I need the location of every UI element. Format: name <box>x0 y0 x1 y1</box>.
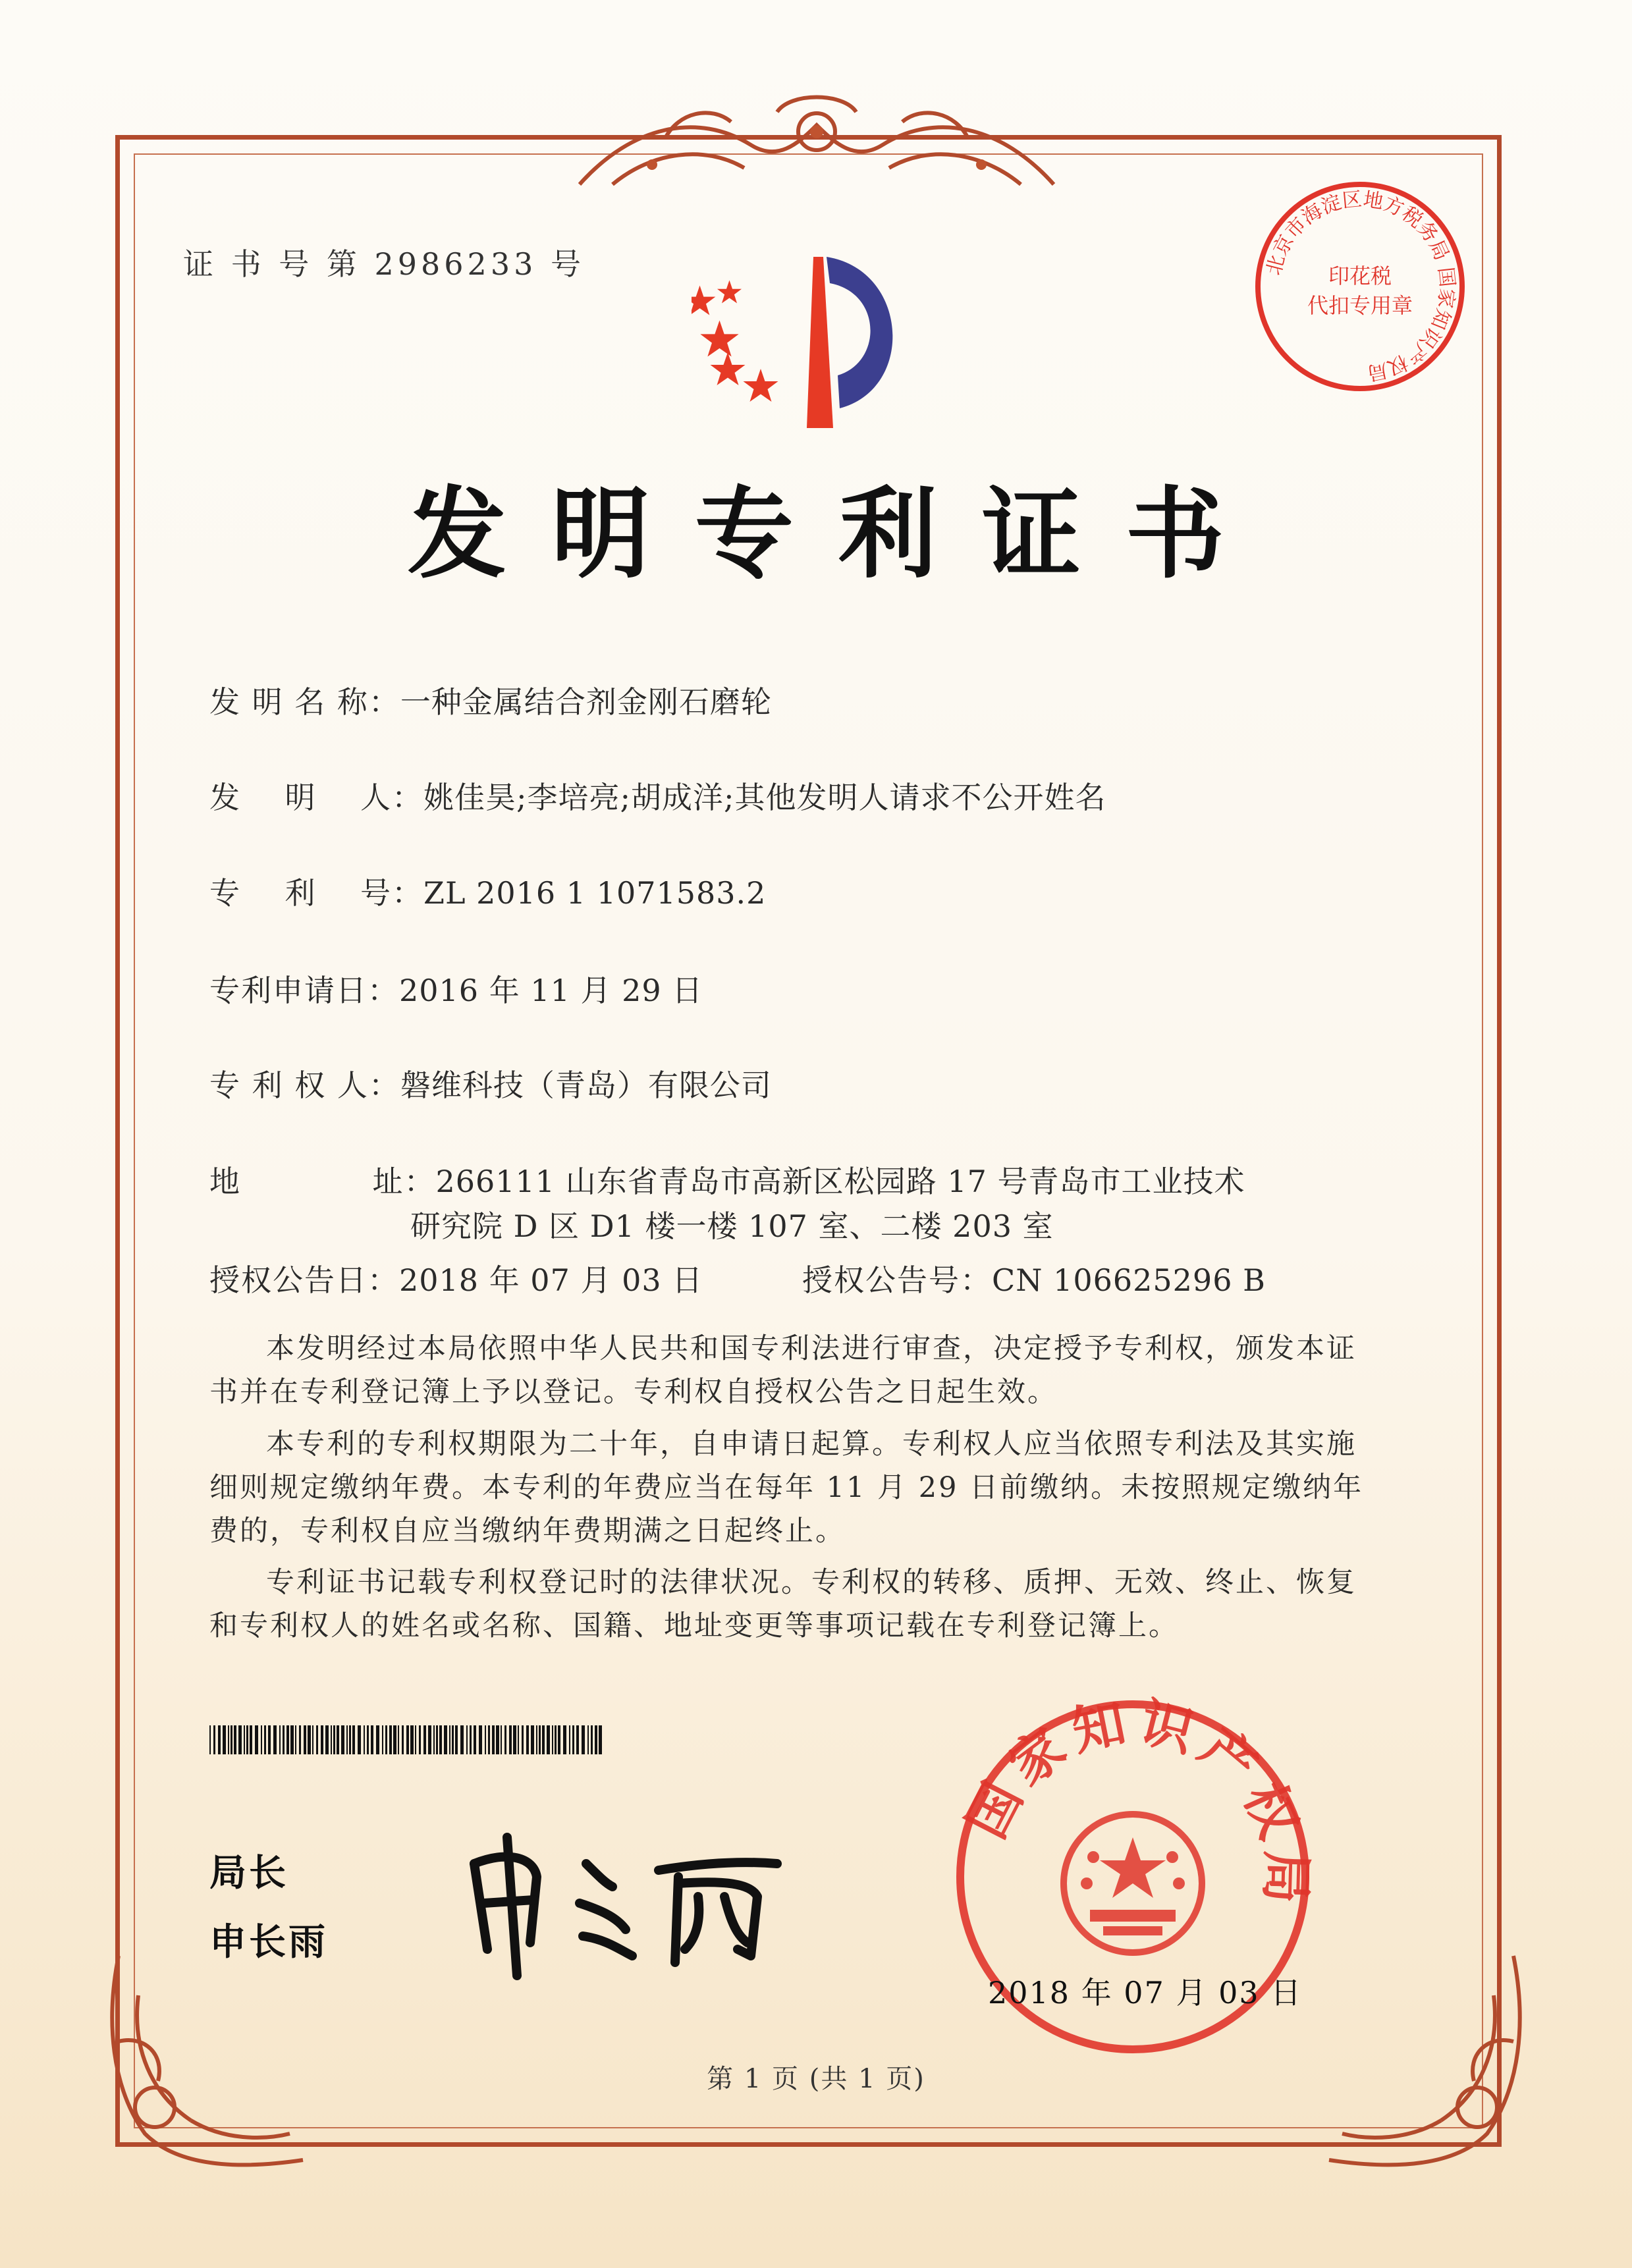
grant-announcement-number-field <box>802 1256 1266 1300</box>
page-number: 第 1 页 (共 1 页) <box>707 2064 925 2094</box>
address-value-line1: 266111 山东省青岛市高新区松园路 17 号青岛市工业技术 <box>435 1164 1245 1199</box>
page-title: 发明专利证书 <box>407 476 1269 592</box>
grant-announcement-date-value: 2018 年 07 月 03 日 <box>399 1262 703 1298</box>
barcode-icon <box>209 1725 605 1754</box>
inventors-field <box>209 774 1106 817</box>
invention-name-field <box>209 678 772 722</box>
tax-stamp-icon <box>1251 178 1469 395</box>
grant-announcement-number-label: 授权公告号： <box>802 1262 992 1298</box>
inventors-value: 姚佳昊;李培亮;胡成洋;其他发明人请求不公开姓名 <box>423 780 1106 815</box>
grant-announcement-date-field <box>209 1256 703 1300</box>
paragraph-grant-statement: 本发明经过本局依照中华人民共和国专利法进行审查，决定授予专利权，颁发本证书并在专利登记簿上予以登记。专利权自授权公告之日起生效。 <box>209 1332 1357 1409</box>
tax-stamp-line2: 代扣专用章 <box>1307 293 1413 318</box>
grant-announcement-date-label: 授权公告日： <box>209 1262 399 1298</box>
address-label: 地 址： <box>209 1164 436 1199</box>
application-date-value: 2016 年 11 月 29 日 <box>399 973 703 1008</box>
director-name: 申长雨 <box>209 1921 328 1964</box>
invention-name-label: 发 明 名 称： <box>209 684 400 720</box>
patent-number-value: ZL 2016 1 1071583.2 <box>423 875 767 911</box>
director-title: 局长 <box>209 1852 288 1895</box>
top-ornament-icon <box>553 86 1080 204</box>
application-date-field <box>209 967 703 1010</box>
certificate-number: 证 书 号 第 2986233 号 <box>183 246 585 282</box>
tax-stamp-ring-text: 北京市海淀区地方税务局 国家知识产权局 <box>1262 188 1459 385</box>
application-date-label: 专利申请日： <box>209 973 399 1008</box>
official-seal-ring-text: 国家知识产权局 <box>955 1692 1317 1912</box>
address-value-line2: 研究院 D 区 D1 楼一楼 107 室、二楼 203 室 <box>410 1208 1054 1244</box>
patent-number-label: 专 利 号： <box>209 875 423 911</box>
grant-announcement-number-value: CN 106625296 B <box>992 1262 1266 1298</box>
address-field <box>209 1158 1245 1201</box>
invention-name-value: 一种金属结合剂金刚石磨轮 <box>400 684 772 720</box>
director-signature-icon <box>448 1824 817 1982</box>
address-field-line2 <box>410 1202 1054 1246</box>
patentee-field <box>209 1062 772 1105</box>
tax-stamp-line1: 印花税 <box>1328 263 1392 288</box>
inventors-label: 发 明 人： <box>209 780 423 815</box>
paragraph-term-and-fees: 本专利的专利权期限为二十年，自申请日起算。专利权人应当依照专利法及其实施细则规定缴纳年费。本专利的年费应当在每年 11 月 29 日前缴纳。未按照规定缴纳年费的，专利权自应当缴纳年费期满之日起终止。 <box>209 1428 1364 1548</box>
paragraph-legal-status: 专利证书记载专利权登记时的法律状况。专利权的转移、质押、无效、终止、恢复和专利权人的姓名或名称、国籍、地址变更等事项记载在专利登记簿上。 <box>209 1566 1357 1642</box>
patent-office-logo-icon <box>692 244 942 441</box>
seal-date: 2018 年 07 月 03 日 <box>988 1975 1303 2011</box>
patentee-label: 专 利 权 人： <box>209 1067 400 1103</box>
patent-number-field <box>209 869 766 913</box>
patentee-value: 磐维科技（青岛）有限公司 <box>400 1067 772 1103</box>
